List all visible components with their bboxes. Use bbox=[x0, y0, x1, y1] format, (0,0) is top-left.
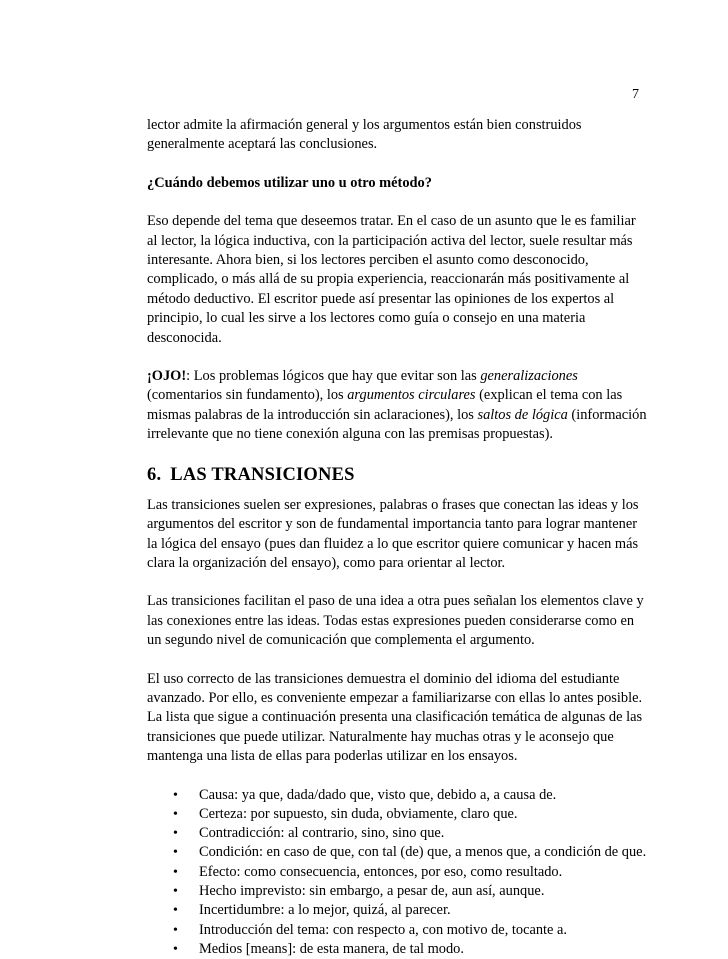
page-number: 7 bbox=[632, 87, 639, 102]
list-item bbox=[173, 805, 647, 824]
paragraph-transiciones-1: Las transiciones suelen ser expresiones, palabras o frases que conectan las ideas y los argumentos del escritor y son de fundamental importancia tanto para lograr mantener la lógica del ensayo (pues dan fluidez a lo que escritor quiere comunicar y hacen más clara la organización del ensayo), como para orientar al lector. bbox=[147, 496, 639, 571]
bullet-icon: • bbox=[173, 806, 178, 822]
question-heading: ¿Cuándo debemos utilizar uno u otro método? bbox=[147, 174, 432, 191]
ojo-text-3: (explican el tema con las mismas palabras de la introducción sin aclaraciones), los bbox=[147, 387, 623, 423]
list-item-text: Condición: en caso de que, con tal (de) que, a menos que, a condición de que. bbox=[199, 844, 647, 861]
list-item bbox=[173, 786, 647, 805]
list-item-text: Introducción del tema: con respecto a, con motivo de, tocante a. bbox=[199, 921, 568, 938]
ojo-label: ¡OJO! bbox=[147, 368, 187, 385]
transitions-list bbox=[147, 786, 647, 959]
ojo-text-1: : Los problemas lógicos que hay que evitar son las bbox=[186, 368, 481, 385]
list-item bbox=[173, 863, 647, 882]
section-title-text: LAS TRANSICIONES bbox=[170, 464, 355, 485]
section-number: 6. bbox=[147, 464, 162, 485]
list-item-text: Certeza: por supuesto, sin duda, obviamente, claro que. bbox=[199, 805, 518, 822]
list-item-text: Efecto: como consecuencia, entonces, por eso, como resultado. bbox=[199, 863, 563, 880]
ojo-text-2: (comentarios sin fundamento), los bbox=[147, 387, 348, 404]
document-body bbox=[147, 116, 647, 959]
list-item bbox=[173, 843, 647, 862]
list-item-text: Causa: ya que, dada/dado que, visto que, debido a, a causa de. bbox=[199, 786, 557, 803]
list-item-text: Contradicción: al contrario, sino, sino que. bbox=[199, 825, 445, 842]
bullet-icon: • bbox=[173, 884, 178, 900]
ojo-term-generalizaciones: generalizaciones bbox=[480, 368, 578, 385]
paragraph-ojo bbox=[147, 367, 647, 445]
bullet-icon: • bbox=[173, 941, 178, 957]
bullet-icon: • bbox=[173, 903, 178, 919]
paragraph-transiciones-2: Las transiciones facilitan el paso de una idea a otra pues señalan los elementos clave y las conexiones entre las ideas. Todas estas expresiones pueden considerarse como en un segundo nivel de comunicación que complementa el argumento. bbox=[147, 593, 644, 649]
list-item bbox=[173, 882, 647, 901]
ojo-term-argumentos-circulares: argumentos circulares bbox=[347, 387, 476, 404]
list-item-text: Medios [means]: de esta manera, de tal modo. bbox=[199, 940, 464, 957]
paragraph-method: Eso depende del tema que deseemos tratar. En el caso de un asunto que le es familiar al lector, la lógica inductiva, con la participación activa del lector, suele resultar más interesante. Ahora bien, si los lectores perciben el asunto como desconocido, complicado, o más allá de su propia experiencia, reaccionarán más positivamente al método deductivo. El escritor puede así presentar las opiniones de los expertos al principio, lo cual les sirve a los lectores como guía o consejo en una materia desconocida. bbox=[147, 213, 636, 346]
section-title bbox=[147, 464, 647, 486]
list-item bbox=[173, 901, 647, 920]
list-item-text: Incertidumbre: a lo mejor, quizá, al parecer. bbox=[199, 902, 451, 919]
bullet-icon: • bbox=[173, 864, 178, 880]
list-item bbox=[173, 824, 647, 843]
list-item-text: Hecho imprevisto: sin embargo, a pesar de, aun así, aunque. bbox=[199, 883, 545, 900]
bullet-icon: • bbox=[173, 845, 178, 861]
ojo-text-4: (información irrelevante que no tiene conexión alguna con las premisas propuestas). bbox=[147, 406, 647, 443]
paragraph-intro: lector admite la afirmación general y los argumentos están bien construidos generalmente aceptará las conclusiones. bbox=[147, 117, 582, 153]
bullet-icon: • bbox=[173, 787, 178, 803]
list-item bbox=[173, 921, 647, 940]
ojo-term-saltos-de-logica: saltos de lógica bbox=[477, 406, 568, 423]
bullet-icon: • bbox=[173, 922, 178, 938]
bullet-icon: • bbox=[173, 826, 178, 842]
paragraph-transiciones-3: El uso correcto de las transiciones demuestra el dominio del idioma del estudiante avanzado. Por ello, es conveniente empezar a familiarizarse con ellas lo antes posible. La lista que sigue a continuación presenta una clasificación temática de algunas de las transiciones que puede utilizar. Naturalmente hay muchas otras y le aconsejo que mantenga una lista de ellas para poderlas utilizar en los ensayos. bbox=[147, 670, 643, 765]
